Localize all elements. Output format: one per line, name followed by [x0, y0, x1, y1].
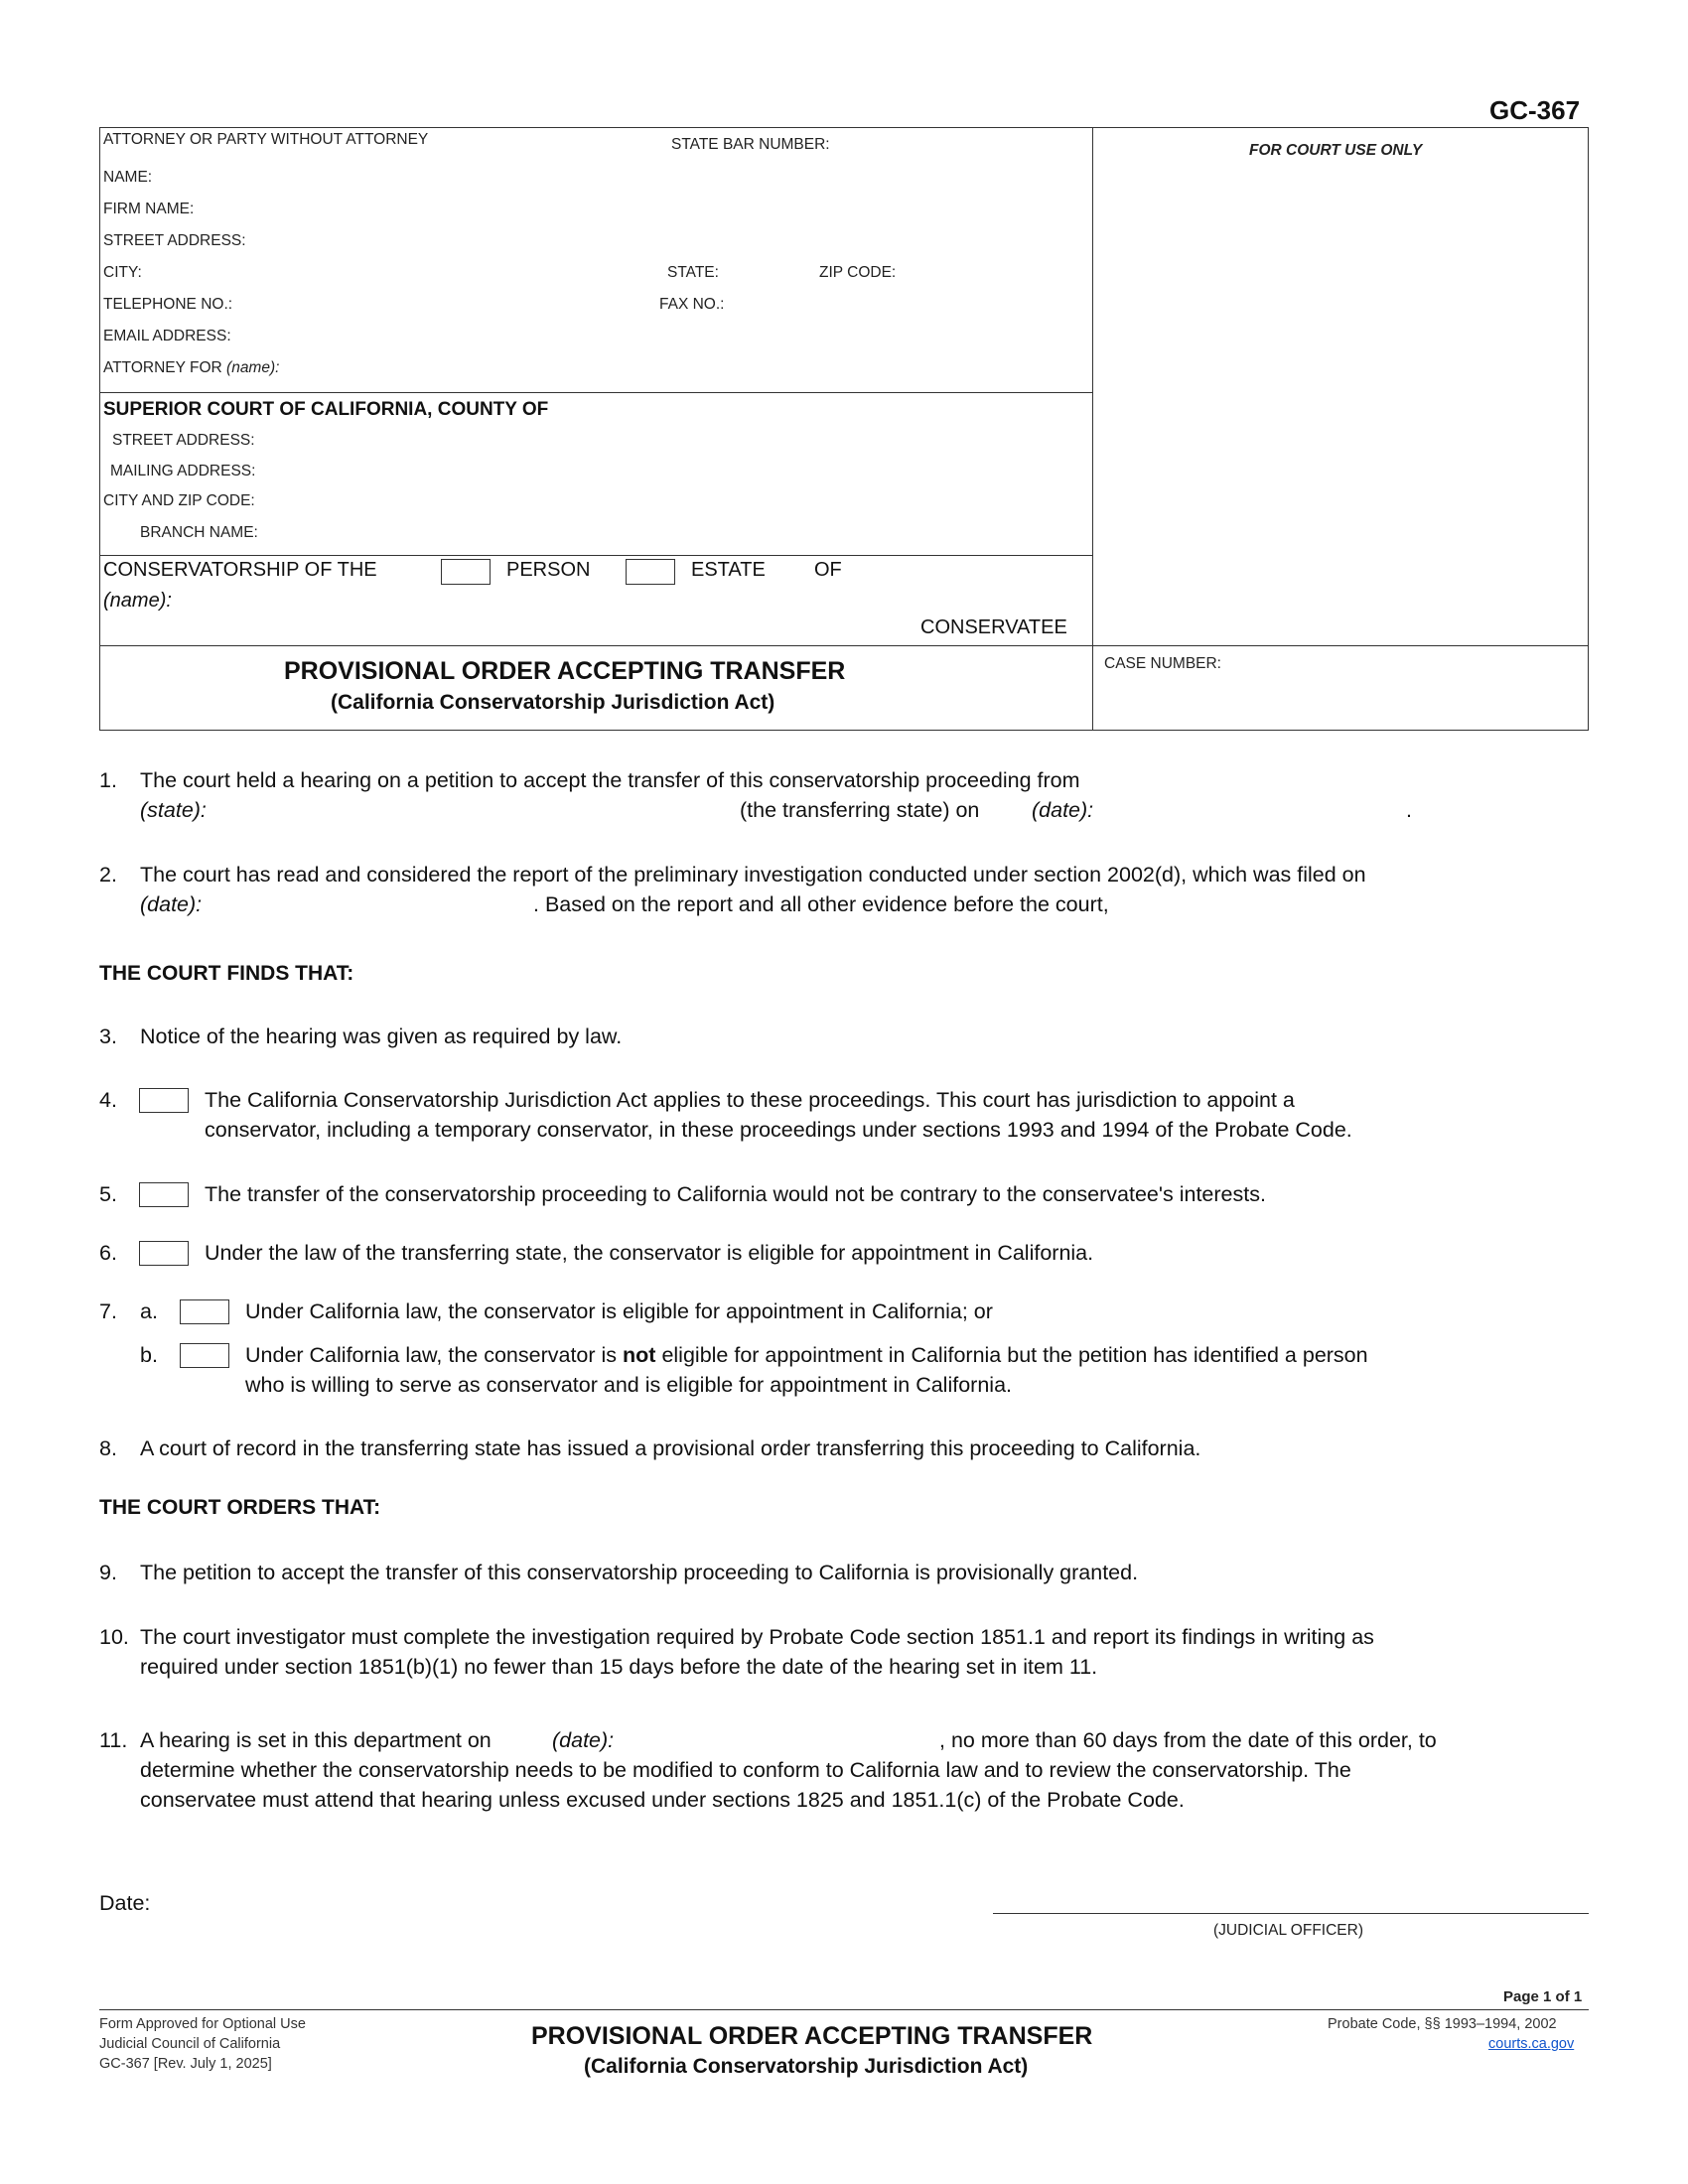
item-2-line1: The court has read and considered the report of the preliminary investigation conducted under section 2002(d), which was filed on	[140, 863, 1366, 887]
item-8-number: 8.	[99, 1436, 117, 1460]
conservatorship-of-the: CONSERVATORSHIP OF THE	[103, 559, 377, 581]
item-11-line3: conservatee must attend that hearing unless excused under sections 1825 and 1851.1(c) of the Probate Code.	[140, 1788, 1185, 1812]
item-7b-not: not	[623, 1343, 656, 1367]
street-address-label: STREET ADDRESS:	[103, 232, 246, 249]
caption-divider	[1092, 127, 1093, 731]
court-mailing-label: MAILING ADDRESS:	[110, 463, 256, 479]
item-7a-checkbox[interactable]	[180, 1299, 229, 1324]
item-1-state-label: (state):	[140, 798, 207, 822]
item-9-number: 9.	[99, 1561, 117, 1584]
person-checkbox[interactable]	[441, 559, 491, 585]
item-1-number: 1.	[99, 768, 117, 792]
court-use-only: FOR COURT USE ONLY	[1249, 142, 1423, 159]
item-3-text: Notice of the hearing was given as required by law.	[140, 1024, 623, 1048]
footer-line	[99, 2009, 1589, 2010]
court-bottom-line	[99, 555, 1092, 556]
form-title: PROVISIONAL ORDER ACCEPTING TRANSFER	[284, 657, 846, 685]
item-10-line1: The court investigator must complete the investigation required by Probate Code section 1851.1 and report its findings in writing as	[140, 1625, 1374, 1649]
estate-label: ESTATE	[691, 559, 766, 581]
item-7-number: 7.	[99, 1299, 117, 1323]
item-2-number: 2.	[99, 863, 117, 887]
zip-code-label: ZIP CODE:	[819, 264, 897, 281]
footer-probate-code: Probate Code, §§ 1993–1994, 2002	[1328, 2016, 1557, 2032]
footer-subtitle: (California Conservatorship Jurisdiction Act)	[584, 2055, 1029, 2078]
caption-box	[99, 127, 1589, 731]
court-city-zip-label: CITY AND ZIP CODE:	[103, 492, 255, 509]
state-label: STATE:	[667, 264, 719, 281]
attorney-for-label: ATTORNEY FOR (name):	[103, 359, 280, 376]
footer-title: PROVISIONAL ORDER ACCEPTING TRANSFER	[531, 2022, 1093, 2050]
item-11-post: , no more than 60 days from the date of this order, to	[939, 1728, 1437, 1752]
email-label: EMAIL ADDRESS:	[103, 328, 231, 344]
estate-checkbox[interactable]	[626, 559, 675, 585]
of-label: OF	[814, 559, 842, 581]
item-10-number: 10.	[99, 1625, 129, 1649]
state-bar-label: STATE BAR NUMBER:	[671, 136, 830, 153]
attorney-header: ATTORNEY OR PARTY WITHOUT ATTORNEY	[103, 131, 429, 148]
item-11-number: 11.	[99, 1728, 128, 1752]
telephone-label: TELEPHONE NO.:	[103, 296, 233, 313]
footer-council: Judicial Council of California	[99, 2036, 281, 2052]
court-street-label: STREET ADDRESS:	[112, 432, 255, 449]
item-7a-text: Under California law, the conservator is eligible for appointment in California; or	[245, 1299, 993, 1323]
court-title: SUPERIOR COURT OF CALIFORNIA, COUNTY OF	[103, 399, 549, 420]
item-11-line2: determine whether the conservatorship needs to be modified to conform to California law and to review the conservatorship. The	[140, 1758, 1351, 1782]
page-indicator: Page 1 of 1	[1503, 1988, 1583, 2005]
item-7b-checkbox[interactable]	[180, 1343, 229, 1368]
item-5-text: The transfer of the conservatorship proceeding to California would not be contrary to the conservatee's interests.	[205, 1182, 1266, 1206]
item-7b-line2: who is willing to serve as conservator and is eligible for appointment in California.	[245, 1373, 1012, 1397]
item-5-number: 5.	[99, 1182, 117, 1206]
item-4-number: 4.	[99, 1088, 117, 1112]
court-orders-heading: THE COURT ORDERS THAT:	[99, 1496, 381, 1519]
item-2-date-label: (date):	[140, 892, 203, 916]
item-7b-letter: b.	[140, 1343, 158, 1367]
item-11-date-label: (date):	[552, 1728, 615, 1752]
item-10-line2: required under section 1851(b)(1) no fewer than 15 days before the date of the hearing set in item 11.	[140, 1655, 1098, 1679]
title-top-line	[99, 645, 1589, 646]
item-5-checkbox[interactable]	[139, 1182, 189, 1207]
footer-courts-link[interactable]: courts.ca.gov	[1488, 2036, 1575, 2052]
item-1-middle: (the transferring state) on	[740, 798, 980, 822]
item-6-text: Under the law of the transferring state, the conservator is eligible for appointment in California.	[205, 1241, 1094, 1265]
fax-label: FAX NO.:	[659, 296, 725, 313]
item-1-period: .	[1406, 798, 1412, 822]
form-number: GC-367	[1489, 95, 1581, 125]
footer-revision: GC-367 [Rev. July 1, 2025]	[99, 2056, 272, 2072]
attorney-bottom-line	[99, 392, 1092, 393]
item-7b-line1: Under California law, the conservator is not eligible for appointment in California but the petition has identified a person	[245, 1343, 1368, 1367]
signature-line[interactable]	[993, 1913, 1589, 1914]
case-number-label: CASE NUMBER:	[1104, 655, 1221, 672]
name-label: NAME:	[103, 169, 153, 186]
item-4-checkbox[interactable]	[139, 1088, 189, 1113]
city-label: CITY:	[103, 264, 142, 281]
item-6-number: 6.	[99, 1241, 117, 1265]
court-finds-heading: THE COURT FINDS THAT:	[99, 962, 354, 985]
item-4-line2: conservator, including a temporary conservator, in these proceedings under sections 1993 and 1994 of the Probate Code.	[205, 1118, 1352, 1142]
item-2-line2: . Based on the report and all other evidence before the court,	[533, 892, 1109, 916]
judicial-officer-label: (JUDICIAL OFFICER)	[1213, 1922, 1363, 1939]
item-6-checkbox[interactable]	[139, 1241, 189, 1266]
item-1-date-label: (date):	[1032, 798, 1094, 822]
firm-name-label: FIRM NAME:	[103, 201, 195, 217]
date-label: Date:	[99, 1891, 151, 1915]
item-4-line1: The California Conservatorship Jurisdiction Act applies to these proceedings. This court has jurisdiction to appoint a	[205, 1088, 1295, 1112]
item-8-text: A court of record in the transferring state has issued a provisional order transferring this proceeding to California.	[140, 1436, 1201, 1460]
item-1-line1: The court held a hearing on a petition to accept the transfer of this conservatorship proceeding from	[140, 768, 1080, 792]
item-9-text: The petition to accept the transfer of this conservatorship proceeding to California is provisionally granted.	[140, 1561, 1139, 1584]
item-7a-letter: a.	[140, 1299, 158, 1323]
form-subtitle: (California Conservatorship Jurisdiction Act)	[331, 691, 775, 714]
item-11-pre: A hearing is set in this department on	[140, 1728, 492, 1752]
court-branch-label: BRANCH NAME:	[140, 524, 258, 541]
footer-approved: Form Approved for Optional Use	[99, 2016, 306, 2032]
person-label: PERSON	[506, 559, 591, 581]
attorney-for-name-label: (name):	[226, 359, 280, 376]
conservatee-name-label: (name):	[103, 590, 172, 612]
conservatee-label: CONSERVATEE	[920, 616, 1067, 638]
item-3-number: 3.	[99, 1024, 117, 1048]
